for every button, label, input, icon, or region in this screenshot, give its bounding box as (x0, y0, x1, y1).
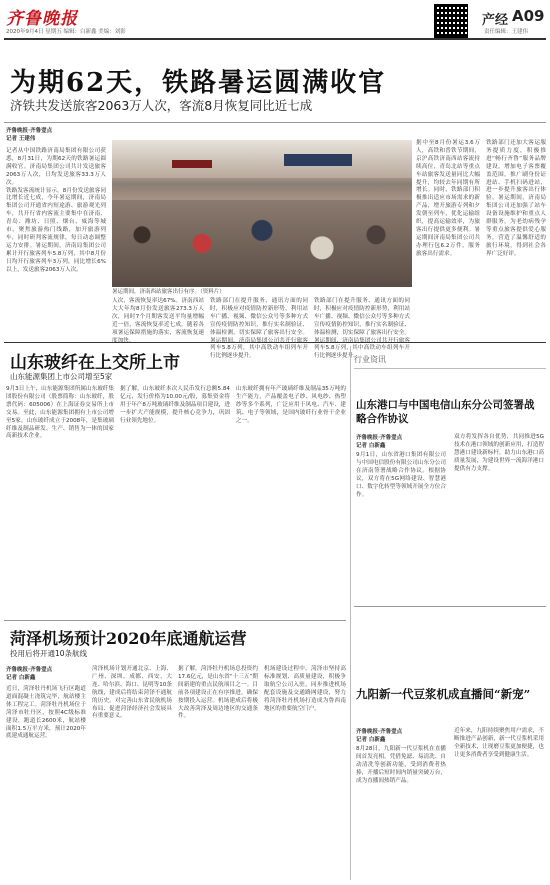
masthead-rule (4, 38, 546, 40)
sidebar-story1-column-1: 9月1日，山东省港口集团有限公司与中国电信股份有限公司山东分公司在济南签署战略合作协议。根据协议，双方将在5G网络建设、智慧港口、数字化转型等领域开展全方位合作。 (356, 452, 446, 498)
lead-headline: 为期62天，铁路暑运圆满收官 (10, 68, 387, 98)
lead-column-3b: 铁路部门在提升服务、通讯方面的同时，积极应对疫情防控新形势，利用站车广播、视频、微信公众号等多种方式宣传疫情防控知识，推行实名制验证、体温检测，切实保障了旅客出行安全。暑运期间，济南局集团公司共开行旅客列车5.8万列，其中高铁动车组列车开行比例逐步提升。 (314, 298, 410, 360)
sidebar-story2-byline: 齐鲁晚报·齐鲁壹点 记者 白新鑫 (356, 729, 403, 743)
sidebar-divider (350, 346, 351, 880)
newspaper-logo: 齐鲁晚报 (6, 9, 78, 29)
photo-sign-red (172, 160, 212, 168)
sidebar-rule-2 (354, 606, 546, 607)
lead-column-1: 记者从中国铁路济南局集团有限公司获悉，8月31日，为期62天的铁路暑运圆满收官。济南局集团公司共计发送旅客2063万人次，日均发送旅客33.3万人次。 铁路发客流统计显示，8月份发送旅客同比增长近七成，今年暑运期间，济南局集团公司开通省内短途游、旅游观光列车，共开行省内客流主要集中在济南、青岛、潍坊、日照、烟台、威海等城市，聚焦旅游热门线路，加开旅游列车，同时研判客流规律，每日动态调整运力安排。暑运期间，济南局集团公司累计开行旅客列车5.8万列，其中8月份日均开行旅客列车3万列，同比增长6%以上，发送旅客2063万人次。 (6, 148, 106, 273)
lead-column-2: 人次，客流恢复率达67%。济南西站大大年均8月份发送旅客273.3万人次，同时7个月期客发送平均量增幅近一倍，客流恢复率近七成，随着各项暑运保障措施的落实，客流恢复速度加快。 (112, 298, 204, 344)
story2-subtitle: 山东能源集团上市公司增至5家 (10, 372, 113, 381)
section-rule-2 (4, 620, 346, 621)
lead-rule (4, 122, 546, 123)
story3-column-4: 机场建设过程中，菏泽市坚持高标准规划、高质量建设，积极争取航空公司入驻，同步推进机场配套设施及交通路网建设，努力将菏泽牡丹机场打造成为鲁西南地区的重要航空门户。 (264, 666, 346, 712)
sidebar-story1-column-2: 双方将发挥各自优势，共同推进5G技术在港口领域的创新应用，打造智慧港口建设新标杆，助力山东港口高质量发展，为建设世界一流海洋港口提供有力支撑。 (454, 434, 544, 472)
story3-column-3: 据了解，菏泽牡丹机场总投资约17.6亿元，是山东省“十三五”期间新建的重点民航项目之一。目前各项建设正在有序推进，确保按期投入运营。机场建成后将极大改善菏泽及周边地区的交通条件。 (178, 666, 258, 720)
photo-crowd (112, 200, 412, 287)
railway-station-photo (112, 140, 412, 287)
sidebar-story2-headline: 九阳新一代豆浆机成直播间“新宠” (356, 687, 531, 701)
sidebar-story2-column-1: 8月28日，九阳新一代豆浆机在直播间首发亮相，凭借免滤、易清洗、自动清洗等创新功能，受到消费者热捧，开播后短时间内销量突破万台，成为直播间热销产品。 (356, 746, 446, 784)
sidebar-label: 行业资讯 (354, 355, 386, 364)
story3-subtitle: 投用后将开通10条航线 (10, 649, 88, 658)
sidebar-story2-column-2: 近年来，九阳持续聚焦用户需求，不断推进产品创新，新一代豆浆机采用全新技术，让现磨豆浆更加便捷，也让更多消费者享受到健康生活。 (454, 728, 544, 758)
dateline: 2020年9月4日 星期五 编辑：白新鑫 美编：刘影 (6, 29, 126, 35)
story3-column-2: 菏泽机场计划开通北京、上海、广州、深圳、成都、西安、大连、哈尔滨、海口、昆明等10条航线，建成后将结束菏泽不通航的历史，对完善山东省民航机场布局、促进菏泽经济社会发展具有重要意义。 (92, 666, 172, 720)
photo-sign-blue (284, 154, 352, 166)
story3-headline: 菏泽机场预计2020年底通航运营 (10, 629, 247, 648)
story2-column-2: 据了解，山东玻纤本次人民币发行总额5.84亿元，发行价格为10.00元/股，募集资金将用于年产8万吨玻璃纤维及制品项目建设，进一步扩大产能规模，提升核心竞争力，巩固行业领先地位。 (120, 386, 230, 424)
lead-column-4: 据中至8月份暑运3.6万人，高铁和普铁节期间，京沪高铁济南西站客流持续高位，青岛北站等重点车站旅客发送量同比大幅提升，均较去年同期有所增长。同时，铁路部门积极推出适应市场需求的新产品，增开旅游专列和夕发朝至列车，优化运输组织，提高运输效率，为旅客出行提供更多便利。暑运期间济南局集团公司共办理行包6.2万件，服务旅客出行需求。 (416, 140, 480, 257)
story3-byline: 齐鲁晚报·齐鲁壹点 记者 白新鑫 (6, 667, 53, 681)
photo-ceiling (112, 140, 412, 178)
photo-caption: 暑运期间，济南西站旅客出行有序。（资料片） (112, 289, 225, 295)
lead-column-3: 铁路部门在提升服务、通讯方面的同时，积极应对疫情防控新形势，利用站车广播、视频、微信公众号等多种方式宣传疫情防控知识，推行实名制验证、体温检测，切实保障了旅客出行安全。暑运期间，济南局集团公司共开行旅客列车5.8万列，其中高铁动车组列车开行比例逐步提升。 (210, 298, 308, 360)
page-number: A09 (512, 7, 545, 25)
story2-headline: 山东玻纤在上交所上市 (10, 353, 180, 373)
sidebar-story1-byline: 齐鲁晚报·齐鲁壹点 记者 白新鑫 (356, 435, 403, 449)
story2-column-3: 山东玻纤拥有年产玻璃纤维及制品35万吨的生产能力，产品覆盖电子纱、风电纱、热塑纱等多个系列，广泛应用于风电、汽车、建筑、电子等领域，是国内玻纤行业骨干企业之一。 (236, 386, 346, 424)
lead-byline: 齐鲁晚报·齐鲁壹点 记者 王建伟 (6, 128, 53, 142)
lead-column-5: 铁路部门还加大客运服务提质力度，积极推进“畅行齐鲁”服务品牌建设，增加电子客票覆盖范围，推广刷身份证进站、手机扫码进站，进一步提升旅客出行体验。暑运期间，济南局集团公司还加强了站车设备设施维护和重点人群服务，为老幼病残孕等重点旅客提供爱心服务，营造了温馨舒适的旅行环境，得到社会各界广泛好评。 (486, 140, 546, 257)
sidebar-story1-headline: 山东港口与中国电信山东分公司签署战略合作协议 (356, 399, 535, 425)
lead-subtitle: 济铁共发送旅客2063万人次，客流8月恢复同比近七成 (10, 98, 313, 113)
section-rule-1 (4, 342, 546, 343)
qr-code-icon (434, 4, 468, 38)
sidebar-rule (354, 368, 546, 369)
story3-column-1: 近日，菏泽牡丹机场飞行区跑道道面混凝土浇筑完毕，航站楼主体工程完工。菏泽牡丹机场位于菏泽市牡丹区，按照4C级标准建设，跑道长2600米，航站楼面积1.5万平方米，预计2020年底建成通航运营。 (6, 686, 86, 740)
section-name: 产经 (482, 13, 509, 28)
editor-credit: 责任编辑：王建伟 (484, 29, 529, 35)
story2-column-1: 9月3日上午，山东能源集团所属山东玻纤集团股份有限公司（股票简称：山东玻纤，股票代码：605006）在上海证券交易所上市交易。至此，山东能源集团拥有上市公司增至5家。山东玻纤成立于2008年，是集玻璃纤维及制品研发、生产、销售为一体的国家高新技术企业。 (6, 386, 114, 440)
